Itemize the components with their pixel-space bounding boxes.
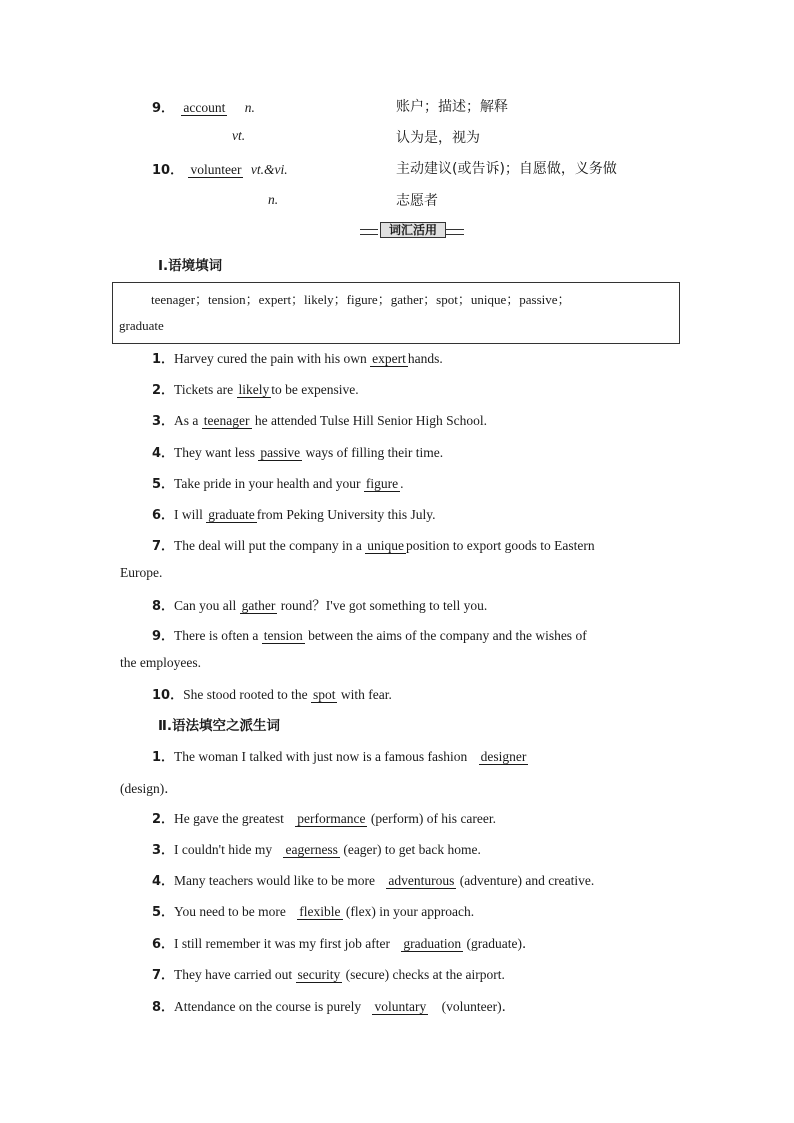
answer-blank: unique: [367, 538, 404, 553]
answer-blank: voluntary: [374, 999, 427, 1014]
item-number: 10．: [152, 163, 184, 178]
item-number: 10．: [152, 688, 184, 703]
item-continuation: (design)．: [120, 781, 178, 796]
part-of-speech: n.: [268, 192, 279, 207]
answer-blank: teenager: [203, 413, 250, 428]
item-number: 7．: [152, 968, 175, 983]
vocab-word: volunteer: [190, 162, 242, 177]
item-number: 4．: [152, 446, 175, 461]
section-badge-label: 词汇活用: [380, 222, 446, 238]
item-number: 9．: [152, 101, 175, 116]
item-text-before: He gave the greatest: [174, 811, 288, 826]
item-text-before: You need to be more: [174, 904, 290, 919]
word-bank-box: [112, 282, 680, 344]
answer-blank: performance: [297, 811, 366, 826]
item-number: 3．: [152, 843, 175, 858]
exercise-item: [152, 348, 443, 367]
item-text-after: with fear.: [337, 687, 392, 702]
item-number: 6．: [152, 508, 175, 523]
item-text-before: Tickets are: [174, 382, 237, 397]
exercise-item: [152, 746, 528, 765]
answer-blank: gather: [241, 598, 276, 613]
exercise-item: [152, 901, 474, 920]
item-number: 8．: [152, 1000, 175, 1015]
part2-heading: Ⅱ.语法填空之派生词: [158, 718, 281, 734]
item-text-before: There is often a: [174, 628, 262, 643]
item-number: 5．: [152, 905, 175, 920]
exercise-item: [152, 594, 487, 614]
item-text-after: round？I've got something to tell you.: [277, 598, 488, 613]
exercise-item: [152, 504, 436, 523]
item-text-before: Take pride in your health and your: [174, 476, 364, 491]
exercise-item: [152, 379, 359, 398]
answer-blank: expert: [372, 351, 406, 366]
exercise-item: [152, 995, 515, 1015]
answer-blank: passive: [260, 445, 301, 460]
item-text-after: .: [400, 476, 404, 491]
exercise-item: [152, 473, 404, 492]
item-number: 2．: [152, 812, 175, 827]
item-text-after: (secure) checks at the airport.: [342, 967, 505, 982]
answer-blank: likely: [238, 382, 270, 397]
item-text-before: I couldn't hide my: [174, 842, 276, 857]
item-continuation: the employees.: [120, 655, 201, 670]
vocab-meaning: 认为是，视为: [396, 130, 480, 146]
item-text-before: I still remember it was my first job after: [174, 936, 394, 951]
answer-blank: graduation: [403, 936, 462, 951]
exercise-item: [152, 808, 496, 827]
word-bank-line-2: graduate: [119, 318, 164, 333]
answer-blank: figure: [365, 476, 399, 491]
item-number: 3．: [152, 414, 175, 429]
item-text-after: ways of filling their time.: [302, 445, 444, 460]
item-text-after: (eager) to get back home.: [339, 842, 481, 857]
item-text-after: (graduate)．: [463, 936, 536, 951]
item-number: 4．: [152, 874, 175, 889]
vocab-row-10: [152, 159, 288, 178]
vocab-word: account: [183, 100, 226, 115]
answer-blank: security: [297, 967, 341, 982]
exercise-item: [152, 625, 587, 644]
item-text-before: As a: [174, 413, 202, 428]
item-text-before: The deal will put the company in a: [174, 538, 366, 553]
vocab-meaning: 志愿者: [396, 193, 438, 209]
item-text-after: to be expensive.: [271, 382, 359, 397]
item-text-before: They have carried out: [174, 967, 296, 982]
exercise-item: [152, 684, 392, 703]
section-badge: [360, 222, 464, 238]
exercise-item: [152, 932, 535, 952]
answer-blank: spot: [312, 687, 336, 702]
word-bank-line-1: teenager；tension；expert；likely；figure；gather；spot；unique；passive；: [151, 292, 571, 307]
exercise-item: [152, 535, 595, 554]
part-of-speech: vt.: [232, 128, 246, 143]
item-text-before: They want less: [174, 445, 259, 460]
item-text-before: I will: [174, 507, 207, 522]
item-text-after: between the aims of the company and the wishes of: [304, 628, 587, 643]
exercise-item: [152, 442, 443, 461]
item-text-after: from Peking University this July.: [256, 507, 436, 522]
item-text-after: hands.: [407, 351, 443, 366]
item-text-before: Many teachers would like to be more: [174, 873, 379, 888]
item-number: 1．: [152, 750, 175, 765]
item-number: 7．: [152, 539, 175, 554]
item-text-after: (flex) in your approach.: [342, 904, 475, 919]
item-number: 8．: [152, 599, 175, 614]
item-number: 5．: [152, 477, 175, 492]
vocab-meaning: 主动建议(或告诉)；自愿做，义务做: [396, 161, 617, 177]
exercise-item: [152, 410, 487, 429]
item-number: 6．: [152, 937, 175, 952]
item-text-after: position to export goods to Eastern: [406, 538, 595, 553]
item-text-after: (perform) of his career.: [367, 811, 497, 826]
item-text-before: Harvey cured the pain with his own: [174, 351, 371, 366]
item-text-before: The woman I talked with just now is a famous fashion: [174, 749, 471, 764]
part-of-speech: n.: [244, 100, 255, 115]
answer-blank: eagerness: [285, 842, 338, 857]
part-of-speech: vt.&vi.: [250, 162, 288, 177]
exercise-item: [152, 964, 505, 983]
item-number: 2．: [152, 383, 175, 398]
answer-blank: designer: [480, 749, 527, 764]
item-text-after: (volunteer)．: [438, 999, 516, 1014]
exercise-item: [152, 839, 481, 858]
vocab-row-9: [152, 97, 255, 116]
answer-blank: graduate: [208, 507, 255, 522]
exercise-item: [152, 870, 594, 889]
item-text-before: She stood rooted to the: [183, 687, 311, 702]
item-text-after: (adventure) and creative.: [456, 873, 595, 888]
item-text-before: Can you all: [174, 598, 240, 613]
part1-heading: Ⅰ.语境填词: [158, 258, 223, 274]
item-text-after: he attended Tulse Hill Senior High School.: [251, 413, 488, 428]
item-text-before: Attendance on the course is purely: [174, 999, 365, 1014]
item-number: 9．: [152, 629, 175, 644]
answer-blank: adventurous: [388, 873, 455, 888]
answer-blank: flexible: [299, 904, 341, 919]
vocab-meaning: 账户；描述；解释: [396, 99, 508, 115]
answer-blank: tension: [263, 628, 303, 643]
item-number: 1．: [152, 352, 175, 367]
item-continuation: Europe.: [120, 565, 163, 580]
